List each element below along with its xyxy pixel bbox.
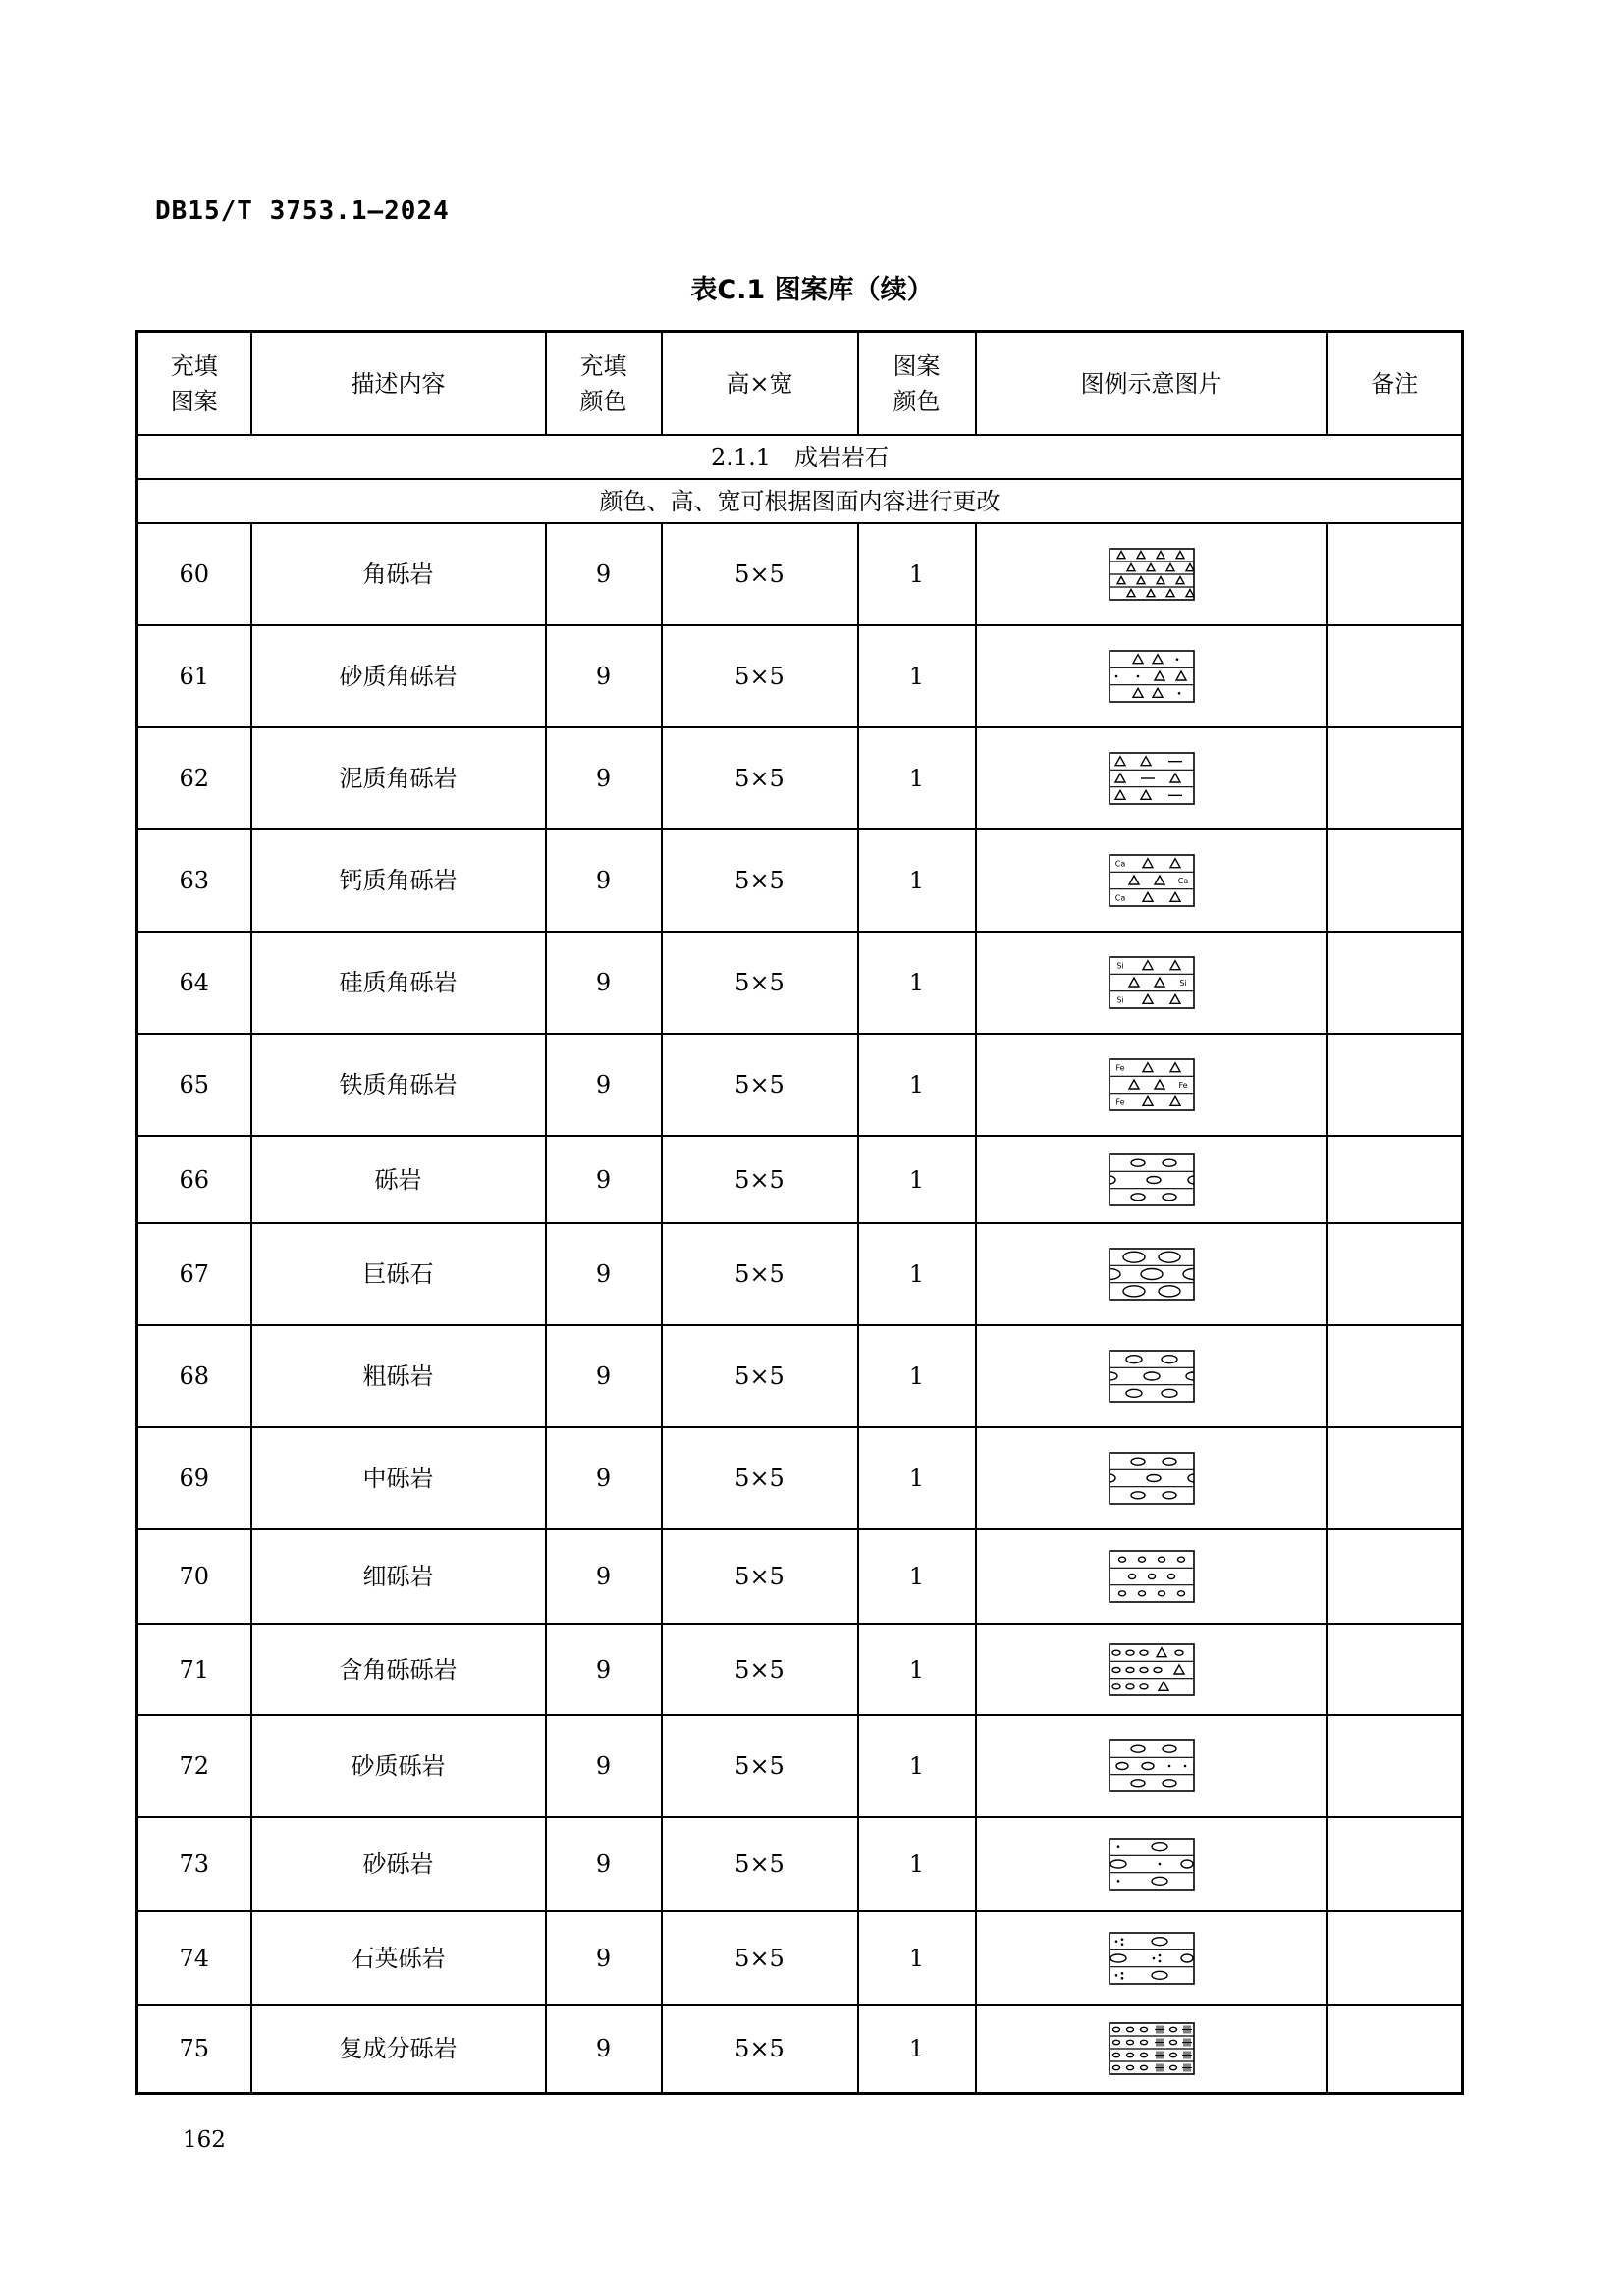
cell-remark (1327, 1427, 1463, 1529)
cell-description: 钙质角砾岩 (251, 829, 546, 932)
table-row (137, 1136, 1463, 1223)
section-title-row (137, 435, 1463, 479)
cell-pattern-id: 63 (137, 829, 251, 932)
cell-fill-color: 9 (546, 1529, 662, 1624)
cell-size: 5×5 (662, 1624, 858, 1715)
cell-legend-image (976, 1034, 1327, 1136)
table-row (137, 1034, 1463, 1136)
cell-fill-color: 9 (546, 1034, 662, 1136)
cell-remark (1327, 1223, 1463, 1325)
table-row (137, 1624, 1463, 1715)
cell-legend-image (976, 1715, 1327, 1817)
table-row (137, 1715, 1463, 1817)
page-number: 162 (183, 2127, 226, 2153)
cell-remark (1327, 1911, 1463, 2005)
breccia-pattern-icon (1109, 548, 1195, 601)
cell-legend-image (976, 1529, 1327, 1624)
cell-size: 5×5 (662, 1911, 858, 2005)
table-row (137, 523, 1463, 625)
cell-fill-color: 9 (546, 727, 662, 829)
cell-remark (1327, 932, 1463, 1034)
cell-pattern-id: 66 (137, 1136, 251, 1223)
conglomerate-pattern-icon (1109, 1153, 1195, 1206)
sandy-conglomerate-pattern-icon (1109, 1739, 1195, 1792)
cell-pattern-id: 62 (137, 727, 251, 829)
boulder-pattern-icon (1109, 1248, 1195, 1301)
table-row (137, 2005, 1463, 2093)
cell-fill-color: 9 (546, 1911, 662, 2005)
cell-remark (1327, 1136, 1463, 1223)
table-row (137, 1911, 1463, 2005)
cell-pattern-color: 1 (858, 1427, 976, 1529)
cell-description: 铁质角砾岩 (251, 1034, 546, 1136)
section-note: 颜色、高、宽可根据图面内容进行更改 (137, 479, 1463, 523)
cell-fill-color: 9 (546, 1624, 662, 1715)
cell-description: 角砾岩 (251, 523, 546, 625)
cell-fill-color: 9 (546, 1427, 662, 1529)
cell-pattern-color: 1 (858, 2005, 976, 2093)
cell-pattern-color: 1 (858, 1223, 976, 1325)
cell-description: 石英砾岩 (251, 1911, 546, 2005)
cell-description: 砾岩 (251, 1136, 546, 1223)
cell-legend-image (976, 1223, 1327, 1325)
cell-pattern-id: 73 (137, 1817, 251, 1911)
cell-fill-color: 9 (546, 1136, 662, 1223)
cell-description: 砂质砾岩 (251, 1715, 546, 1817)
cell-pattern-id: 70 (137, 1529, 251, 1624)
cell-legend-image (976, 625, 1327, 727)
cell-fill-color: 9 (546, 1715, 662, 1817)
table-caption: 表C.1 图案库（续） (690, 275, 934, 305)
cell-fill-color: 9 (546, 2005, 662, 2093)
table-row (137, 1325, 1463, 1427)
cell-pattern-color: 1 (858, 829, 976, 932)
cell-pattern-id: 75 (137, 2005, 251, 2093)
table-row (137, 727, 1463, 829)
cell-size: 5×5 (662, 1715, 858, 1817)
section-note-row (137, 479, 1463, 523)
cell-legend-image (976, 1911, 1327, 2005)
col-header-fill-color: 充填 颜色 (546, 332, 662, 436)
cell-legend-image (976, 1136, 1327, 1223)
cell-pattern-id: 69 (137, 1427, 251, 1529)
cell-description: 含角砾砾岩 (251, 1624, 546, 1715)
table-row (137, 1427, 1463, 1529)
cell-pattern-id: 71 (137, 1624, 251, 1715)
cell-legend-image (976, 1325, 1327, 1427)
cell-pattern-color: 1 (858, 1624, 976, 1715)
cell-pattern-color: 1 (858, 1529, 976, 1624)
cell-size: 5×5 (662, 1223, 858, 1325)
cell-pattern-color: 1 (858, 1817, 976, 1911)
col-header-fill-pattern: 充填 图案 (137, 332, 251, 436)
medium-conglomerate-pattern-icon (1109, 1452, 1195, 1505)
cell-remark (1327, 523, 1463, 625)
cell-pattern-color: 1 (858, 1325, 976, 1427)
cell-description: 砂质角砾岩 (251, 625, 546, 727)
cell-legend-image (976, 523, 1327, 625)
cell-pattern-color: 1 (858, 523, 976, 625)
cell-remark (1327, 1325, 1463, 1427)
cell-remark (1327, 1817, 1463, 1911)
cell-pattern-color: 1 (858, 625, 976, 727)
ferr-breccia-pattern-icon (1109, 1058, 1195, 1111)
cell-pattern-color: 1 (858, 1715, 976, 1817)
cell-size: 5×5 (662, 1325, 858, 1427)
sandy-breccia-pattern-icon (1109, 650, 1195, 703)
coarse-conglomerate-pattern-icon (1109, 1350, 1195, 1403)
svg-text:Fe: Fe (1177, 1081, 1188, 1090)
cell-size: 5×5 (662, 2005, 858, 2093)
cell-size: 5×5 (662, 829, 858, 932)
cell-remark (1327, 1715, 1463, 1817)
cell-pattern-id: 61 (137, 625, 251, 727)
cell-pattern-id: 68 (137, 1325, 251, 1427)
cell-pattern-id: 67 (137, 1223, 251, 1325)
cell-size: 5×5 (662, 523, 858, 625)
cell-remark (1327, 625, 1463, 727)
cell-description: 中砾岩 (251, 1427, 546, 1529)
cell-pattern-id: 65 (137, 1034, 251, 1136)
sand-gravel-pattern-icon (1109, 1838, 1195, 1891)
svg-text:Ca: Ca (1177, 877, 1188, 885)
svg-text:Si: Si (1115, 961, 1124, 971)
calc-breccia-pattern-icon (1109, 854, 1195, 907)
table-row (137, 625, 1463, 727)
pattern-library-table (135, 330, 1464, 2095)
cell-size: 5×5 (662, 625, 858, 727)
svg-text:Si: Si (1178, 979, 1187, 988)
muddy-breccia-pattern-icon (1109, 752, 1195, 805)
cell-legend-image (976, 932, 1327, 1034)
cell-pattern-color: 1 (858, 1911, 976, 2005)
table-row (137, 1529, 1463, 1624)
cell-legend-image (976, 829, 1327, 932)
cell-description: 粗砾岩 (251, 1325, 546, 1427)
cell-legend-image (976, 1624, 1327, 1715)
document-code: DB15/T 3753.1—2024 (155, 196, 450, 226)
table-row (137, 1817, 1463, 1911)
col-header-legend-image: 图例示意图片 (976, 332, 1327, 436)
col-header-pattern-color: 图案 颜色 (858, 332, 976, 436)
cell-pattern-id: 72 (137, 1715, 251, 1817)
cell-pattern-color: 1 (858, 932, 976, 1034)
cell-remark (1327, 829, 1463, 932)
cell-size: 5×5 (662, 1136, 858, 1223)
cell-description: 硅质角砾岩 (251, 932, 546, 1034)
cell-description: 复成分砾岩 (251, 2005, 546, 2093)
cell-size: 5×5 (662, 1817, 858, 1911)
cell-fill-color: 9 (546, 523, 662, 625)
cell-pattern-id: 64 (137, 932, 251, 1034)
col-header-size: 高×宽 (662, 332, 858, 436)
col-header-remark: 备注 (1327, 332, 1463, 436)
cell-fill-color: 9 (546, 932, 662, 1034)
cell-pattern-id: 60 (137, 523, 251, 625)
cell-remark (1327, 2005, 1463, 2093)
cell-size: 5×5 (662, 1034, 858, 1136)
cell-remark (1327, 1034, 1463, 1136)
cell-size: 5×5 (662, 727, 858, 829)
cell-pattern-id: 74 (137, 1911, 251, 2005)
cell-legend-image (976, 1817, 1327, 1911)
svg-text:Si: Si (1115, 995, 1124, 1005)
table-row (137, 829, 1463, 932)
cell-fill-color: 9 (546, 829, 662, 932)
cell-size: 5×5 (662, 1529, 858, 1624)
cell-description: 细砾岩 (251, 1529, 546, 1624)
cell-pattern-color: 1 (858, 1136, 976, 1223)
section-title: 2.1.1 成岩岩石 (137, 435, 1463, 479)
cell-legend-image (976, 727, 1327, 829)
table-row (137, 1223, 1463, 1325)
cell-size: 5×5 (662, 932, 858, 1034)
breccia-conglomerate-pattern-icon (1109, 1643, 1195, 1696)
cell-fill-color: 9 (546, 625, 662, 727)
cell-description: 泥质角砾岩 (251, 727, 546, 829)
cell-size: 5×5 (662, 1427, 858, 1529)
quartz-conglomerate-pattern-icon (1109, 1932, 1195, 1985)
cell-remark (1327, 1624, 1463, 1715)
table-header-row (137, 332, 1463, 436)
cell-description: 巨砾石 (251, 1223, 546, 1325)
sili-breccia-pattern-icon (1109, 956, 1195, 1009)
svg-text:Ca: Ca (1114, 859, 1125, 869)
cell-legend-image (976, 1427, 1327, 1529)
table-row (137, 932, 1463, 1034)
fine-conglomerate-pattern-icon (1109, 1550, 1195, 1603)
cell-pattern-color: 1 (858, 727, 976, 829)
svg-text:Fe: Fe (1114, 1097, 1125, 1107)
cell-remark (1327, 1529, 1463, 1624)
polymict-conglomerate-pattern-icon (1109, 2022, 1195, 2075)
svg-text:Fe: Fe (1114, 1063, 1125, 1073)
cell-fill-color: 9 (546, 1325, 662, 1427)
cell-fill-color: 9 (546, 1817, 662, 1911)
col-header-description: 描述内容 (251, 332, 546, 436)
cell-fill-color: 9 (546, 1223, 662, 1325)
svg-text:Ca: Ca (1114, 893, 1125, 903)
cell-pattern-color: 1 (858, 1034, 976, 1136)
cell-description: 砂砾岩 (251, 1817, 546, 1911)
cell-remark (1327, 727, 1463, 829)
cell-legend-image (976, 2005, 1327, 2093)
